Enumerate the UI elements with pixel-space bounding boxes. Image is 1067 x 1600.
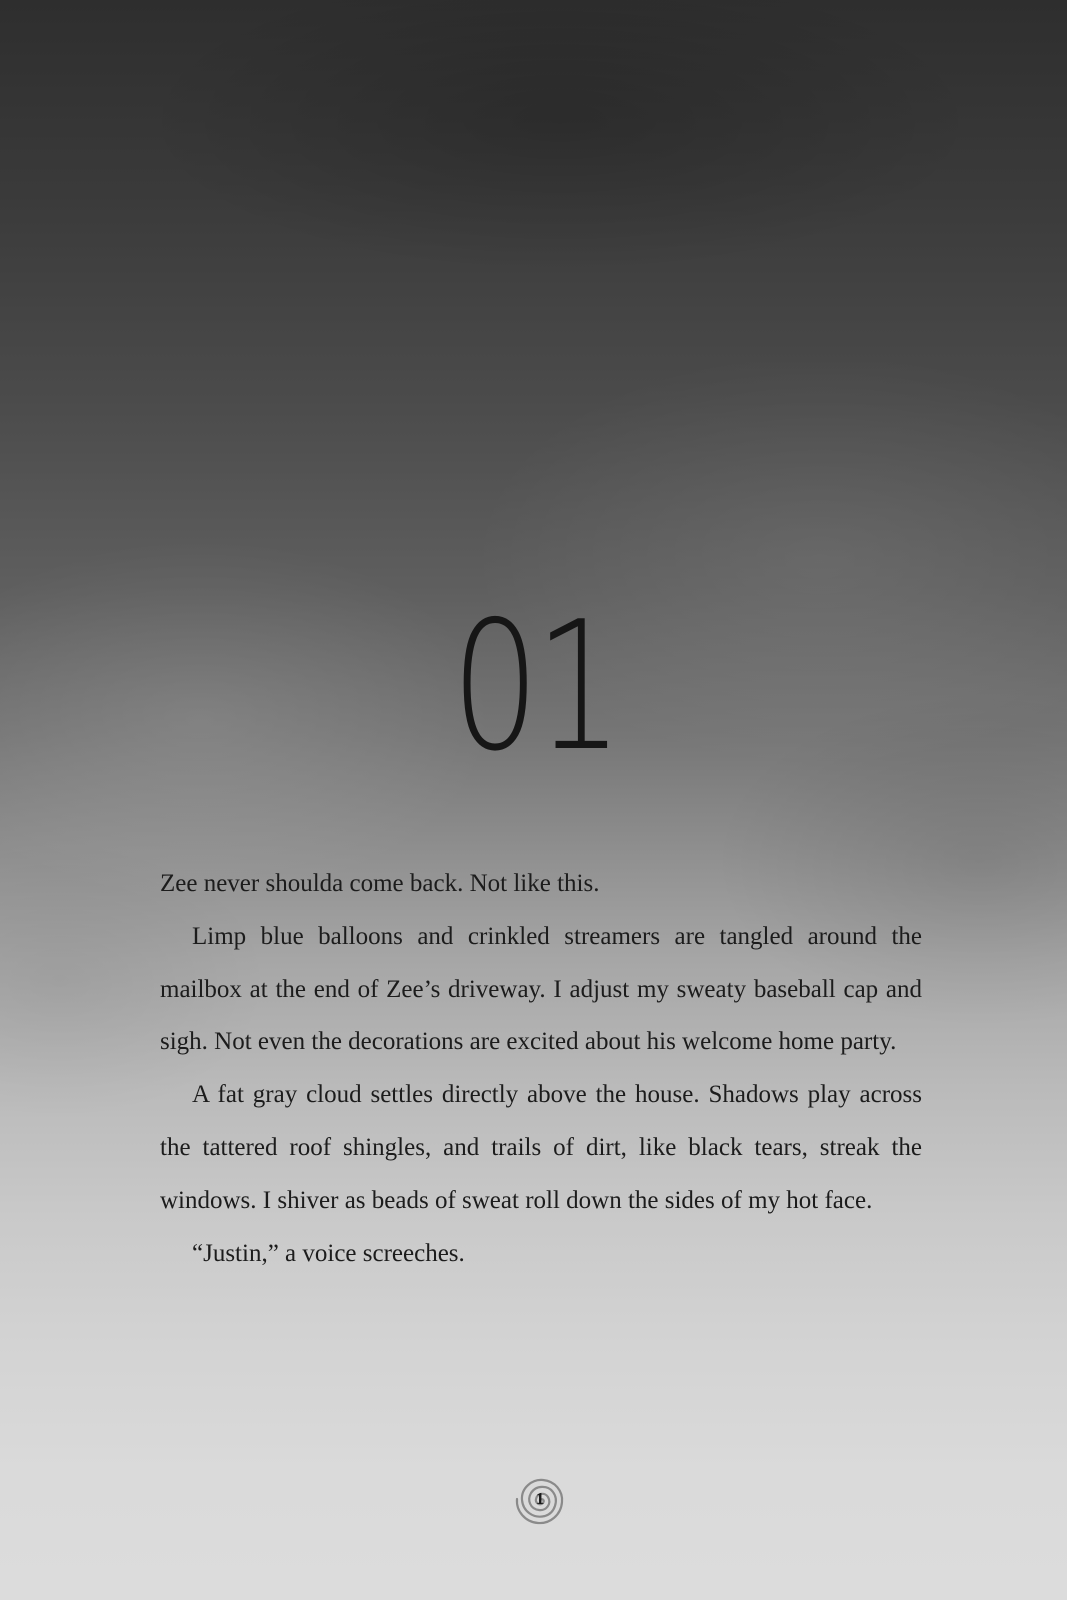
paragraph-3: A fat gray cloud settles directly above the house. Shadows play across the tattered roof shingles, and trails of dirt, like black tears, streak the windows. I shiver as beads of sweat roll down the sides of my hot face. xyxy=(160,1081,922,1214)
paragraph-1: Zee never shoulda come back. Not like this. xyxy=(160,870,600,897)
chapter-body-text xyxy=(160,858,922,1280)
page-folio xyxy=(508,1467,572,1531)
paragraph-2: Limp blue balloons and crinkled streamers are tangled around the mailbox at the end of Zee’s driveway. I adjust my sweaty baseball cap and sigh. Not even the decorations are excited about his welcome home party. xyxy=(160,922,922,1056)
chapter-number: 01 xyxy=(451,583,619,790)
paragraph-4: “Justin,” a voice screeches. xyxy=(192,1239,465,1267)
page-number: 1 xyxy=(535,1489,545,1508)
